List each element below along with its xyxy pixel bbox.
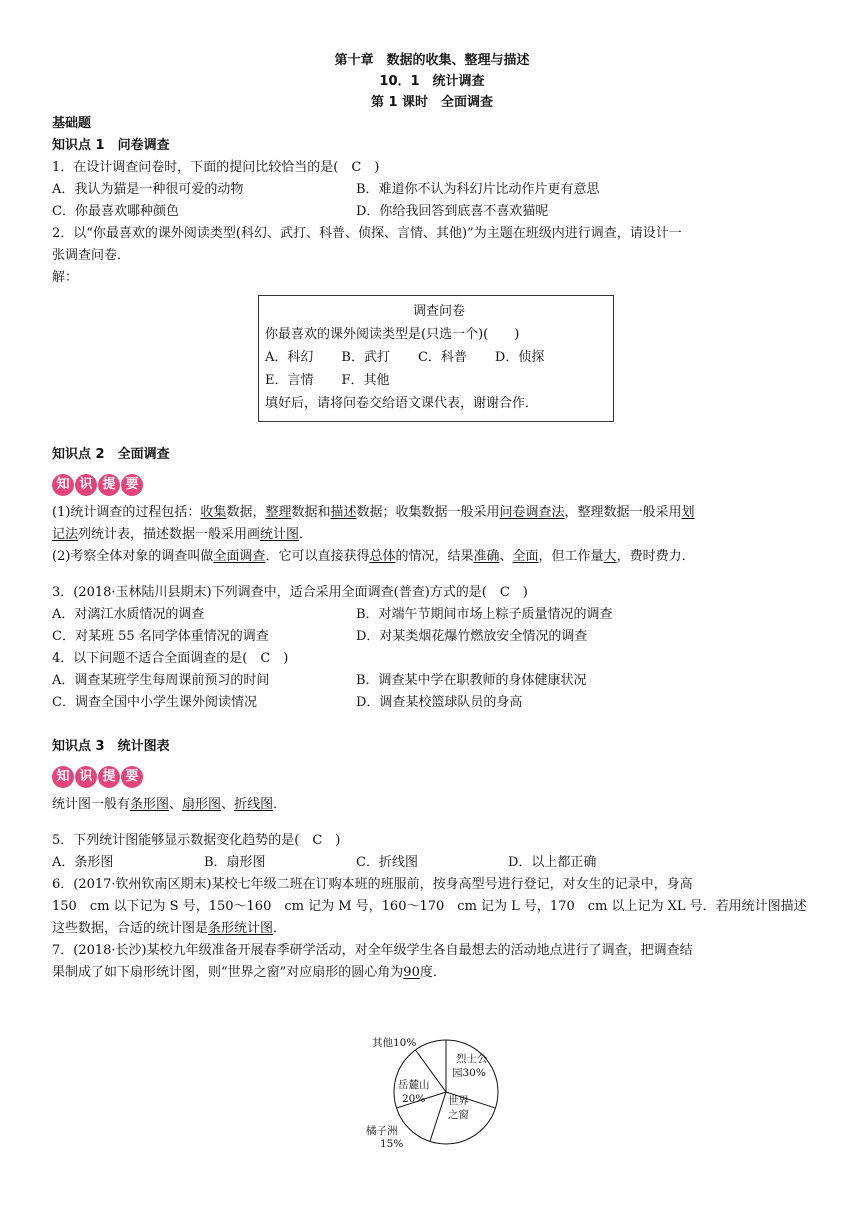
questionnaire-options-row1 xyxy=(265,346,613,369)
q3-stem: 3．(2018·玉林陆川县期末)下列调查中，适合采用全面调查(普查)方式的是( C ) xyxy=(52,585,528,600)
pie-label-lieshi-2: 园30% xyxy=(452,1067,486,1079)
questionnaire-option-b: B．武打 xyxy=(341,350,390,365)
badge-char-1: 知 xyxy=(52,474,74,496)
kp3-note: 统计图一般有条形图、扇形图、折线图． xyxy=(52,797,287,812)
badge2-char-2: 识 xyxy=(75,766,97,788)
kp2-note2: (2)考察全体对象的调查叫做全面调查．它可以直接获得总体的情况，结果准确、全面，但工作量大，费时费力． xyxy=(52,549,695,564)
q6-line1: 6．(2017·钦州钦南区期末)某校七年级二班在订购本班的班服前，按身高型号进行登记，对女生的记录中，身高 xyxy=(52,877,693,892)
q7-line2: 果制成了如下扇形统计图，则“世界之窗”对应扇形的圆心角为90度． xyxy=(52,965,446,980)
kp2-note1-line2: 记法列统计表，描述数据一般采用画统计图． xyxy=(52,527,313,542)
questionnaire-option-d: D．侦探 xyxy=(494,350,545,365)
badge-char-4: 要 xyxy=(121,474,143,496)
chapter-title: 第十章 数据的收集、整理与描述 xyxy=(334,53,530,68)
kp2-note1-line1: (1)统计调查的过程包括：收集数据，整理数据和描述数据；收集数据一般采用问卷调查法，整理数据一般采用划 xyxy=(52,505,695,520)
q5-option-b: B．扇形图 xyxy=(204,855,266,870)
q1-options-row1 xyxy=(52,179,812,201)
worksheet-page xyxy=(52,50,812,984)
questionnaire-option-c: C．科普 xyxy=(417,350,467,365)
pie-label-other: 其他10% xyxy=(372,1037,417,1049)
pie-labels xyxy=(366,1036,488,1150)
pie-slice-3-boundary xyxy=(430,1092,446,1141)
q3-option-c: C．对某班 55 名同学体重情况的调查 xyxy=(52,629,269,644)
q1-option-b: B．难道你不认为科幻片比动作片更有意思 xyxy=(356,182,600,197)
q4-option-b: B．调查某中学在职教师的身体健康状况 xyxy=(356,673,587,688)
q4-option-a: A．调查某班学生每周课前预习的时间 xyxy=(52,673,270,688)
q4-options-row2 xyxy=(52,692,812,714)
q3-options-row1 xyxy=(52,604,812,626)
questionnaire-question: 你最喜欢的课外阅读类型是(只选一个)( ) xyxy=(265,327,520,342)
questionnaire-title: 调查问卷 xyxy=(412,304,465,319)
q6-line3: 这些数据，合适的统计图是条形统计图． xyxy=(52,921,287,936)
q1-options-row2 xyxy=(52,201,812,223)
pie-label-lieshi-1: 烈士公 xyxy=(456,1053,488,1065)
q7-line1: 7．(2018·长沙)某校九年级准备开展春季研学活动，对全年级学生各自最想去的活动地点进行了调查，把调查结 xyxy=(52,943,693,958)
q1-option-d: D．你给我回答到底喜不喜欢猫呢 xyxy=(356,204,549,219)
knowledge-tip-badge-2 xyxy=(52,766,812,790)
q4-stem: 4．以下问题不适合全面调查的是( C ) xyxy=(52,651,289,666)
q3-option-b: B．对端午节期间市场上粽子质量情况的调查 xyxy=(356,607,613,622)
q3-option-a: A．对漓江水质情况的调查 xyxy=(52,607,205,622)
q2-answer-label: 解： xyxy=(52,270,79,285)
badge2-char-4: 要 xyxy=(121,766,143,788)
q5-options xyxy=(52,852,812,874)
q1-option-c: C．你最喜欢哪种颜色 xyxy=(52,204,179,219)
q5-option-a: A．条形图 xyxy=(52,855,114,870)
questionnaire-option-a: A．科幻 xyxy=(265,350,314,365)
q2-stem-line2: 张调查问卷． xyxy=(52,248,131,263)
pie-label-yuelu-2: 20% xyxy=(402,1093,426,1105)
badge-char-2: 识 xyxy=(75,474,97,496)
badge-char-3: 提 xyxy=(98,474,120,496)
badge2-char-3: 提 xyxy=(98,766,120,788)
pie-chart xyxy=(360,1034,500,1152)
questionnaire-box xyxy=(258,295,614,422)
q4-option-d: D．调查某校篮球队员的身高 xyxy=(356,695,523,710)
pie-label-world-2: 之窗 xyxy=(448,1109,469,1121)
pie-label-juzi-1: 橘子洲 xyxy=(366,1125,398,1137)
pie-label-world-1: 世界 xyxy=(448,1095,469,1107)
pie-label-juzi-2: 15% xyxy=(380,1138,404,1150)
kp2-heading: 知识点 2 全面调查 xyxy=(52,447,170,462)
q1-option-a: A．我认为猫是一种很可爱的动物 xyxy=(52,182,244,197)
q5-option-c: C．折线图 xyxy=(356,855,418,870)
section-title: 10．1 统计调查 xyxy=(379,74,485,89)
q5-stem: 5．下列统计图能够显示数据变化趋势的是( C ) xyxy=(52,833,341,848)
questionnaire-option-e: E．言情 xyxy=(265,373,314,388)
knowledge-tip-badge xyxy=(52,474,812,498)
q3-option-d: D．对某类烟花爆竹燃放安全情况的调查 xyxy=(356,629,588,644)
questionnaire-options-row2 xyxy=(265,369,613,392)
kp1-heading: 知识点 1 问卷调查 xyxy=(52,138,170,153)
questionnaire-option-f: F．其他 xyxy=(341,373,390,388)
q4-options-row1 xyxy=(52,670,812,692)
questionnaire-footer: 填好后，请将问卷交给语文课代表，谢谢合作． xyxy=(265,396,539,411)
kp3-heading: 知识点 3 统计图表 xyxy=(52,739,170,754)
q6-line2: 150 cm 以下记为 S 号，150～160 cm 记为 M 号，160～170 cm 记为 L 号，170 cm 以上记为 XL 号．若用统计图描述 xyxy=(52,899,807,914)
badge2-char-1: 知 xyxy=(52,766,74,788)
q4-option-c: C．调查全国中小学生课外阅读情况 xyxy=(52,695,257,710)
q5-option-d: D．以上都正确 xyxy=(508,855,597,870)
lesson-title: 第 1 课时 全面调查 xyxy=(370,95,494,110)
basic-heading: 基础题 xyxy=(52,116,92,131)
q2-stem-line1: 2．以“你最喜欢的课外阅读类型(科幻、武打、科普、侦探、言情、其他)”为主题在班级内进行调查，请设计一 xyxy=(52,226,682,241)
pie-label-yuelu-1: 岳麓山 xyxy=(398,1079,430,1091)
q3-options-row2 xyxy=(52,626,812,648)
q1-stem: 1．在设计调查问卷时，下面的提问比较恰当的是( C ) xyxy=(52,160,380,175)
